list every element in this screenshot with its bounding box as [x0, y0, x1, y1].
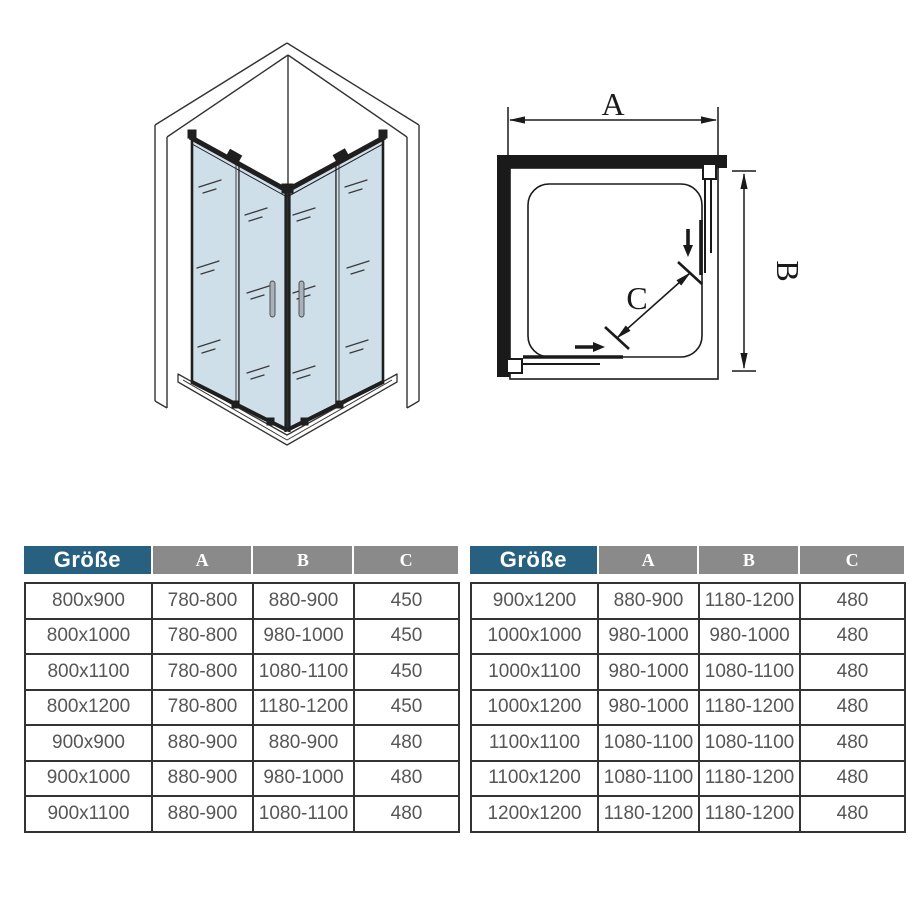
header-cell-c: C — [798, 546, 904, 574]
table-cell: 980-1000 — [253, 619, 354, 655]
table-cell: 1080-1100 — [253, 796, 354, 832]
table-cell: 480 — [800, 654, 905, 690]
size-table-right — [470, 546, 904, 833]
table-cell: 780-800 — [152, 583, 253, 619]
table-row — [471, 583, 905, 619]
table-row — [471, 654, 905, 690]
table-cell: 480 — [800, 725, 905, 761]
table-cell: 480 — [800, 761, 905, 797]
table-cell: 1000x1100 — [471, 654, 598, 690]
table-row — [25, 583, 459, 619]
plan-door-top-right — [701, 177, 711, 275]
table-row — [25, 619, 459, 655]
table-cell: 980-1000 — [598, 654, 699, 690]
roller-bracket-top — [703, 164, 716, 179]
plan-tray — [528, 184, 702, 357]
dimension-b — [732, 171, 756, 371]
slide-arrow-right — [575, 342, 605, 352]
table-cell: 480 — [354, 796, 459, 832]
size-table-right-body — [470, 582, 906, 833]
table-cell: 980-1000 — [699, 619, 800, 655]
dimension-c-label: C — [626, 280, 648, 316]
table-cell: 880-900 — [152, 725, 253, 761]
table-cell: 880-900 — [598, 583, 699, 619]
dimension-b-label: B — [770, 260, 806, 282]
table-cell: 780-800 — [152, 654, 253, 690]
table-cell: 450 — [354, 654, 459, 690]
table-cell: 450 — [354, 583, 459, 619]
table-cell: 1100x1100 — [471, 725, 598, 761]
header-cell-a: A — [151, 546, 252, 574]
table-cell: 880-900 — [152, 761, 253, 797]
size-table-left-header — [24, 546, 458, 574]
header-cell-a: A — [597, 546, 698, 574]
roller — [301, 418, 308, 425]
table-cell: 900x900 — [25, 725, 152, 761]
table-cell: 1180-1200 — [699, 761, 800, 797]
table-cell: 800x1100 — [25, 654, 152, 690]
table-cell: 800x1000 — [25, 619, 152, 655]
table-cell: 1080-1100 — [598, 725, 699, 761]
isometric-svg — [95, 18, 435, 468]
table-cell: 1180-1200 — [699, 690, 800, 726]
size-table-right-header — [470, 546, 904, 574]
table-cell: 480 — [354, 725, 459, 761]
table-cell: 1000x1200 — [471, 690, 598, 726]
table-row — [471, 761, 905, 797]
table-cell: 1180-1200 — [699, 583, 800, 619]
table-cell: 1080-1100 — [699, 654, 800, 690]
slide-arrow-down — [683, 229, 693, 257]
table-cell: 800x900 — [25, 583, 152, 619]
plan-frame — [510, 168, 718, 379]
table-cell: 480 — [354, 761, 459, 797]
table-cell: 450 — [354, 690, 459, 726]
header-cell-b: B — [251, 546, 352, 574]
table-cell: 880-900 — [253, 583, 354, 619]
glass-panel-door-right — [288, 164, 336, 431]
plan-enclosure — [510, 168, 718, 379]
header-cell-b: B — [697, 546, 798, 574]
table-row — [25, 654, 459, 690]
roller — [267, 418, 274, 425]
table-row — [25, 796, 459, 832]
table-cell: 1000x1000 — [471, 619, 598, 655]
table-row — [471, 690, 905, 726]
roller — [232, 401, 239, 408]
table-cell: 1100x1200 — [471, 761, 598, 797]
table-cell: 800x1200 — [25, 690, 152, 726]
header-cell-c: C — [352, 546, 458, 574]
table-row — [471, 619, 905, 655]
table-cell: 1180-1200 — [598, 796, 699, 832]
door-handle-left — [270, 281, 275, 317]
roller — [336, 401, 343, 408]
table-cell: 1180-1200 — [699, 796, 800, 832]
isometric-drawing — [95, 18, 435, 473]
table-cell: 480 — [800, 583, 905, 619]
header-cell-groesse: Größe — [24, 546, 151, 574]
table-row — [471, 725, 905, 761]
plan-door-bottom-left — [507, 357, 623, 364]
glass-panel-fixed-left — [192, 138, 239, 407]
table-cell: 480 — [800, 619, 905, 655]
table-cell: 1080-1100 — [253, 654, 354, 690]
table-cell: 900x1000 — [25, 761, 152, 797]
table-cell: 480 — [800, 690, 905, 726]
door-handle-right — [299, 281, 304, 317]
header-cell-groesse: Größe — [470, 546, 597, 574]
table-row — [25, 690, 459, 726]
glass-panel-door-left — [239, 164, 287, 431]
table-cell: 1180-1200 — [253, 690, 354, 726]
table-cell: 880-900 — [253, 725, 354, 761]
dimension-c — [605, 262, 702, 349]
plan-top-wall — [497, 155, 727, 168]
glass-panel-fixed-right — [336, 138, 383, 407]
table-cell: 980-1000 — [598, 619, 699, 655]
table-row — [471, 796, 905, 832]
table-cell: 1080-1100 — [598, 761, 699, 797]
size-table-left — [24, 546, 458, 833]
table-cell: 780-800 — [152, 619, 253, 655]
plan-side-wall — [497, 155, 510, 377]
table-cell: 980-1000 — [598, 690, 699, 726]
table-cell: 450 — [354, 619, 459, 655]
roller-bracket-bottom — [507, 359, 522, 373]
table-row — [25, 761, 459, 797]
size-table-left-body — [24, 582, 460, 833]
plan-svg — [480, 85, 815, 405]
plan-view-drawing — [480, 85, 815, 410]
table-row — [25, 725, 459, 761]
table-cell: 1200x1200 — [471, 796, 598, 832]
table-cell: 980-1000 — [253, 761, 354, 797]
table-cell: 900x1100 — [25, 796, 152, 832]
table-cell: 880-900 — [152, 796, 253, 832]
table-cell: 1080-1100 — [699, 725, 800, 761]
table-cell: 780-800 — [152, 690, 253, 726]
table-cell: 900x1200 — [471, 583, 598, 619]
table-cell: 480 — [800, 796, 905, 832]
dimension-a-label: A — [601, 86, 625, 122]
